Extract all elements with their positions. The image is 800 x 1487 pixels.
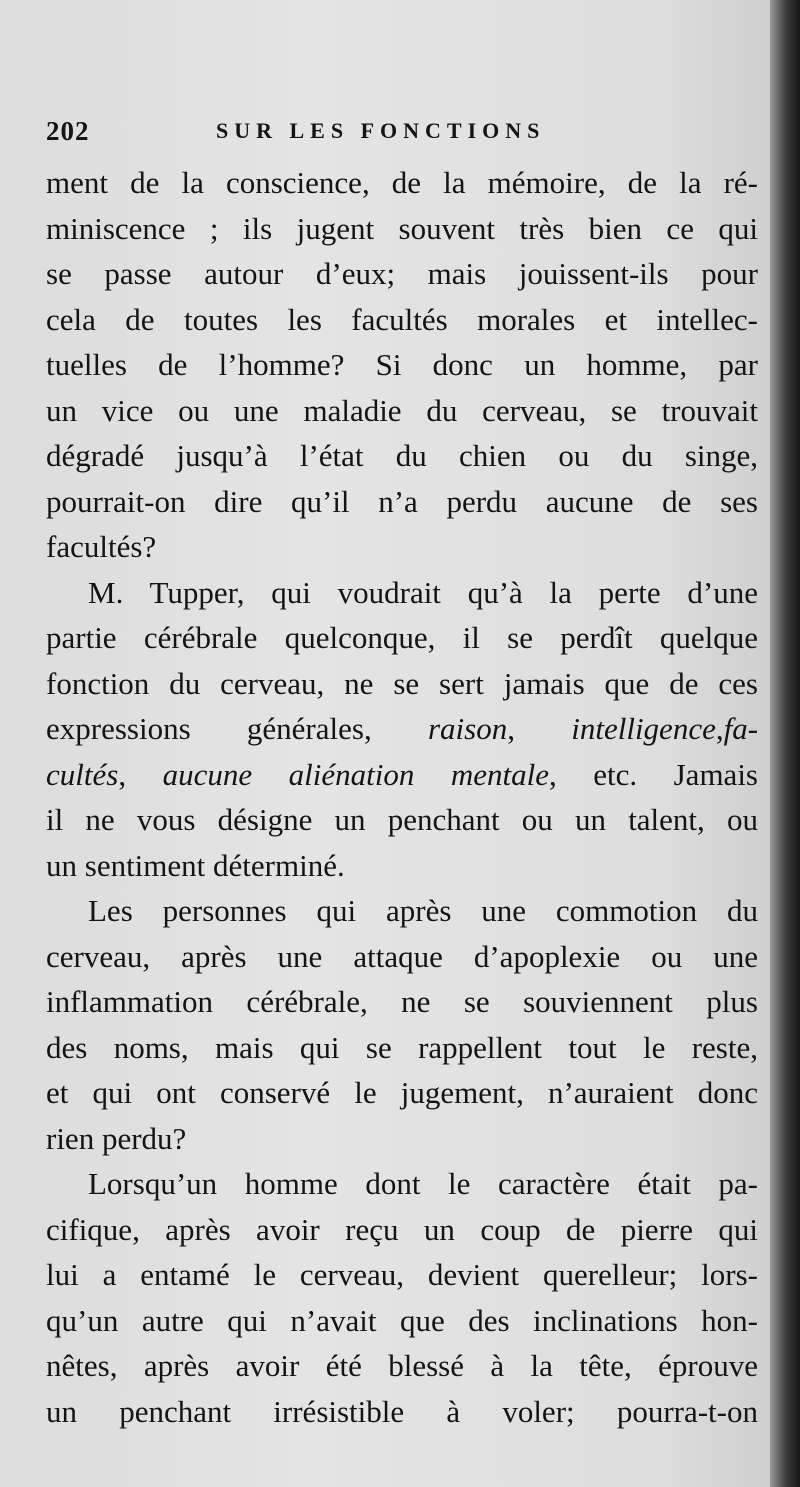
text-segment: expressions générales, — [46, 711, 372, 746]
text-line: Lorsqu’un homme dont le caractère était pa- — [88, 1166, 758, 1201]
book-spine — [770, 0, 800, 1487]
text-line: cerveau, après une attaque d’apoplexie ou une — [46, 938, 758, 974]
text-line: cifique, après avoir reçu un coup de pierre qui — [46, 1211, 758, 1247]
text-line: un sentiment déterminé. — [46, 847, 345, 883]
italic-term-intelligence: intelligence — [571, 711, 716, 746]
text-line: nêtes, après avoir été blessé à la tête, éprouve — [46, 1348, 758, 1383]
text-segment: , — [507, 711, 515, 746]
text-line: facultés? — [46, 529, 157, 564]
text-line: M. Tupper, qui voudrait qu’à la perte d’une — [88, 574, 758, 610]
text-line: partie cérébrale quelconque, il se perdît quelque — [46, 620, 758, 655]
page-number: 202 — [46, 116, 90, 146]
text-line: miniscence ; ils jugent souvent très bien ce qui — [46, 210, 758, 246]
text-line: ment de la conscience, de la mémoire, de la ré- — [46, 165, 758, 200]
text-line: un vice ou une maladie du cerveau, se trouvait — [46, 392, 758, 428]
text-line: et qui ont conservé le jugement, n’auraient donc — [46, 1075, 758, 1110]
italic-term-alienation: aucune aliénation mentale — [162, 756, 549, 792]
page-header — [46, 112, 746, 156]
text-line: il ne vous désigne un penchant ou un talent, ou — [46, 802, 758, 837]
italic-term-facultes-end: cultés — [46, 756, 119, 792]
text-line: pourrait-on dire qu’il n’a perdu aucune de ses — [46, 483, 758, 519]
text-segment: , — [715, 711, 724, 746]
text-line: lui a entamé le cerveau, devient querelleur; lors- — [46, 1257, 758, 1292]
text-line: fonction du cerveau, ne se sert jamais que de ces — [46, 665, 758, 701]
italic-term-raison: raison — [427, 711, 508, 746]
body-text — [46, 160, 758, 1434]
text-line-mixed — [46, 706, 758, 752]
text-line: rien perdu? — [46, 1120, 187, 1156]
running-head: SUR LES FONCTIONS — [216, 118, 546, 143]
text-line: dégradé jusqu’à l’état du chien ou du singe, — [46, 438, 758, 473]
text-line: inflammation cérébrale, ne se souviennent plus — [46, 984, 758, 1019]
text-line-mixed — [46, 752, 758, 798]
text-line: un penchant irrésistible à voler; pourra-t-on — [46, 1393, 758, 1429]
text-line: cela de toutes les facultés morales et intellec- — [46, 301, 758, 337]
italic-term-facultes-start: fa- — [723, 711, 758, 746]
text-line: des noms, mais qui se rappellent tout le reste, — [46, 1029, 758, 1065]
text-line: qu’un autre qui n’avait que des inclinations hon- — [46, 1302, 758, 1338]
text-line: se passe autour d’eux; mais jouissent-ils pour — [46, 256, 758, 291]
text-line: tuelles de l’homme? Si donc un homme, par — [46, 347, 758, 382]
text-segment: , — [118, 756, 127, 792]
text-line: Les personnes qui après une commotion du — [88, 893, 758, 928]
text-segment: , etc. Jamais — [548, 756, 758, 792]
